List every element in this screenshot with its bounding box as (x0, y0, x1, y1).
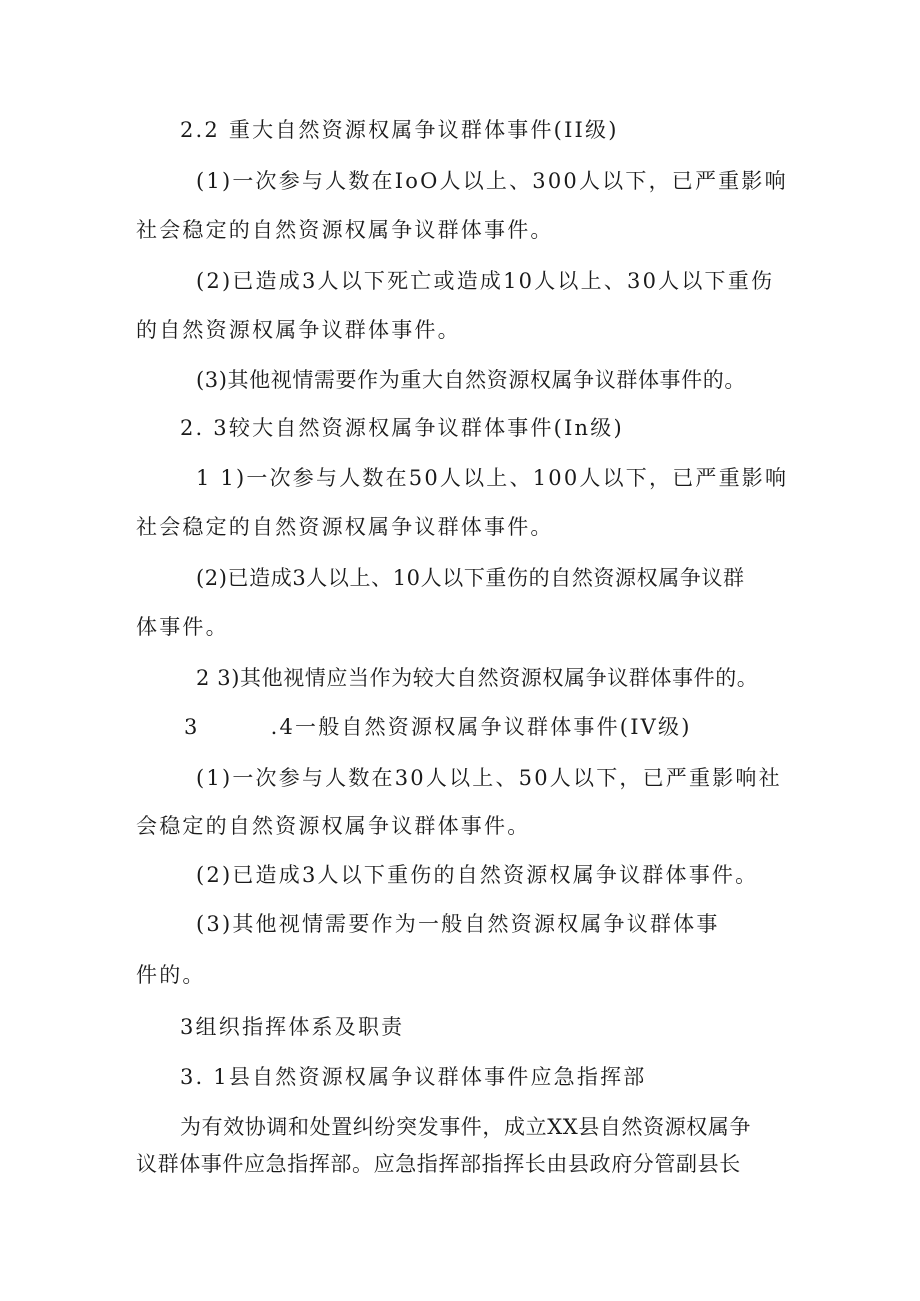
paragraph-line: 体事件。 (136, 615, 229, 639)
paragraph-line: (2)已造成3人以下死亡或造成10人以上、30人以下重伤 (196, 269, 775, 293)
paragraph-line: 社会稳定的自然资源权属争议群体事件。 (136, 515, 554, 539)
paragraph-line: (3)其他视情需要作为重大自然资源权属争议群体事件的。 (196, 368, 746, 392)
paragraph-line: 社会稳定的自然资源权属争议群体事件。 (136, 218, 554, 242)
heading-3: 3组织指挥体系及职责 (180, 1015, 405, 1039)
heading-3-1: 3. 1县自然资源权属争议群体事件应急指挥部 (180, 1065, 647, 1089)
heading-2-3: 2. 3较大自然资源权属争议群体事件(In级) (180, 416, 624, 440)
paragraph-line: (2)已造成3人以下重伤的自然资源权属争议群体事件。 (196, 863, 759, 887)
paragraph-line: 1 1)一次参与人数在50人以上、100人以下，已严重影响 (196, 466, 789, 490)
paragraph-line: (1)一次参与人数在30人以上、50人以下，已严重影响社 (196, 766, 782, 790)
heading-2-2: 2.2 重大自然资源权属争议群体事件(II级) (180, 118, 619, 142)
heading-3-4: 3 .4一般自然资源权属争议群体事件(IV级) (184, 715, 692, 739)
paragraph-line: 议群体事件应急指挥部。应急指挥部指挥长由县政府分管副县长 (136, 1152, 741, 1176)
paragraph-line: (1)一次参与人数在IoO人以上、300人以下，已严重影响 (196, 169, 788, 193)
paragraph-line: 为有效协调和处置纠纷突发事件，成立XX县自然资源权属争 (180, 1115, 752, 1139)
paragraph-line: 会稳定的自然资源权属争议群体事件。 (136, 814, 531, 838)
paragraph-line: 的自然资源权属争议群体事件。 (136, 318, 461, 342)
paragraph-line: (3)其他视情需要作为一般自然资源权属争议群体事 (196, 912, 720, 936)
paragraph-line: 件的。 (136, 963, 206, 987)
paragraph-line: 2 3)其他视情应当作为较大自然资源权属争议群体事件的。 (196, 666, 759, 690)
paragraph-line: (2)已造成3人以上、10人以下重伤的自然资源权属争议群 (196, 566, 745, 590)
